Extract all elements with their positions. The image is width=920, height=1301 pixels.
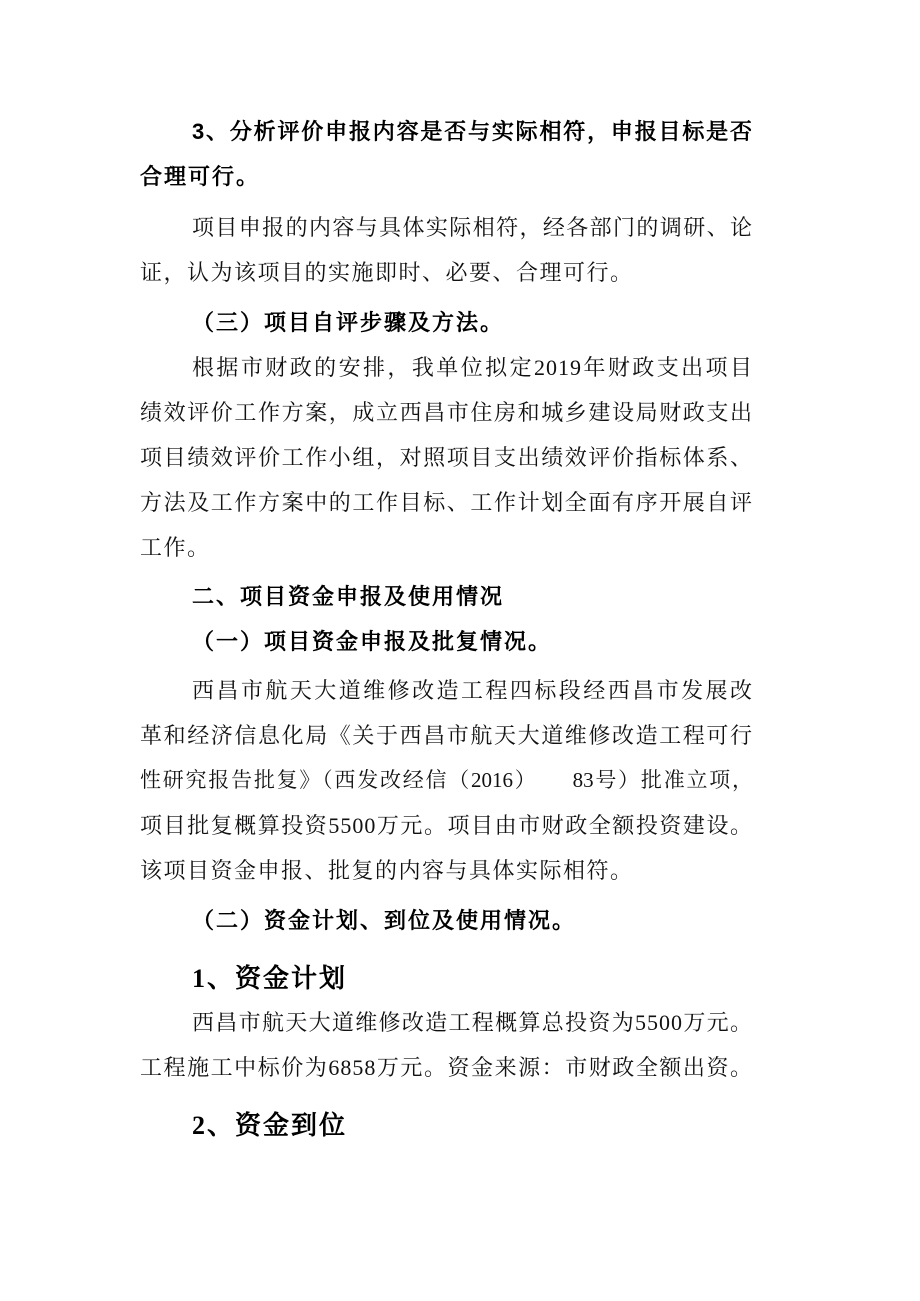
text-line: 性研究报告批复》（西发改经信（2016） 83号）批准立项， xyxy=(140,768,753,792)
text-line: 二、项目资金申报及使用情况 xyxy=(192,584,505,609)
subheading-1-fund-plan xyxy=(140,958,753,1000)
paragraph-self-evaluation-plan xyxy=(140,345,753,570)
text-line: 工作。 xyxy=(140,535,211,560)
text-line: 工程施工中标价为6858万元。资金来源：市财政全额出资。 xyxy=(140,1055,753,1080)
text-line: （二）资金计划、到位及使用情况。 xyxy=(192,908,577,933)
text-line: 项目绩效评价工作小组，对照项目支出绩效评价指标体系、 xyxy=(140,445,753,470)
text-line: 根据市财政的安排，我单位拟定2019年财政支出项目 xyxy=(192,355,753,380)
text-line: 方法及工作方案中的工作目标、工作计划全面有序开展自评 xyxy=(140,490,753,515)
text-line: （三）项目自评步骤及方法。 xyxy=(192,310,505,335)
heading-fund-plan-usage xyxy=(140,898,753,943)
heading-3-analysis xyxy=(140,109,753,199)
text-line: （一）项目资金申报及批复情况。 xyxy=(192,629,553,654)
paragraph-declaration-match xyxy=(140,205,753,295)
heading-fund-declaration-approval xyxy=(140,619,753,664)
text-line: 革和经济信息化局《关于西昌市航天大道维修改造工程可行 xyxy=(140,723,753,748)
paragraph-project-approval xyxy=(140,668,753,893)
text-line: 2、资金到位 xyxy=(192,1111,348,1140)
text-line: 3、分析评价申报内容是否与实际相符，申报目标是否 xyxy=(192,119,753,144)
text-line: 合理可行。 xyxy=(140,164,261,189)
heading-section-2-funds xyxy=(140,574,753,619)
subheading-2-fund-arrival xyxy=(140,1105,753,1147)
text-line: 该项目资金申报、批复的内容与具体实际相符。 xyxy=(140,858,634,883)
paragraph-fund-plan-detail xyxy=(140,1000,753,1090)
text-line: 西昌市航天大道维修改造工程概算总投资为5500万元。 xyxy=(192,1010,753,1035)
text-line: 证，认为该项目的实施即时、必要、合理可行。 xyxy=(140,260,634,285)
text-line: 项目批复概算投资5500万元。项目由市财政全额投资建设。 xyxy=(140,813,753,838)
text-line: 绩效评价工作方案，成立西昌市住房和城乡建设局财政支出 xyxy=(140,400,753,425)
text-line: 西昌市航天大道维修改造工程四标段经西昌市发展改 xyxy=(192,678,753,703)
heading-self-evaluation-steps xyxy=(140,300,753,345)
text-line: 项目申报的内容与具体实际相符，经各部门的调研、论 xyxy=(192,215,753,240)
text-line: 1、资金计划 xyxy=(192,964,348,993)
